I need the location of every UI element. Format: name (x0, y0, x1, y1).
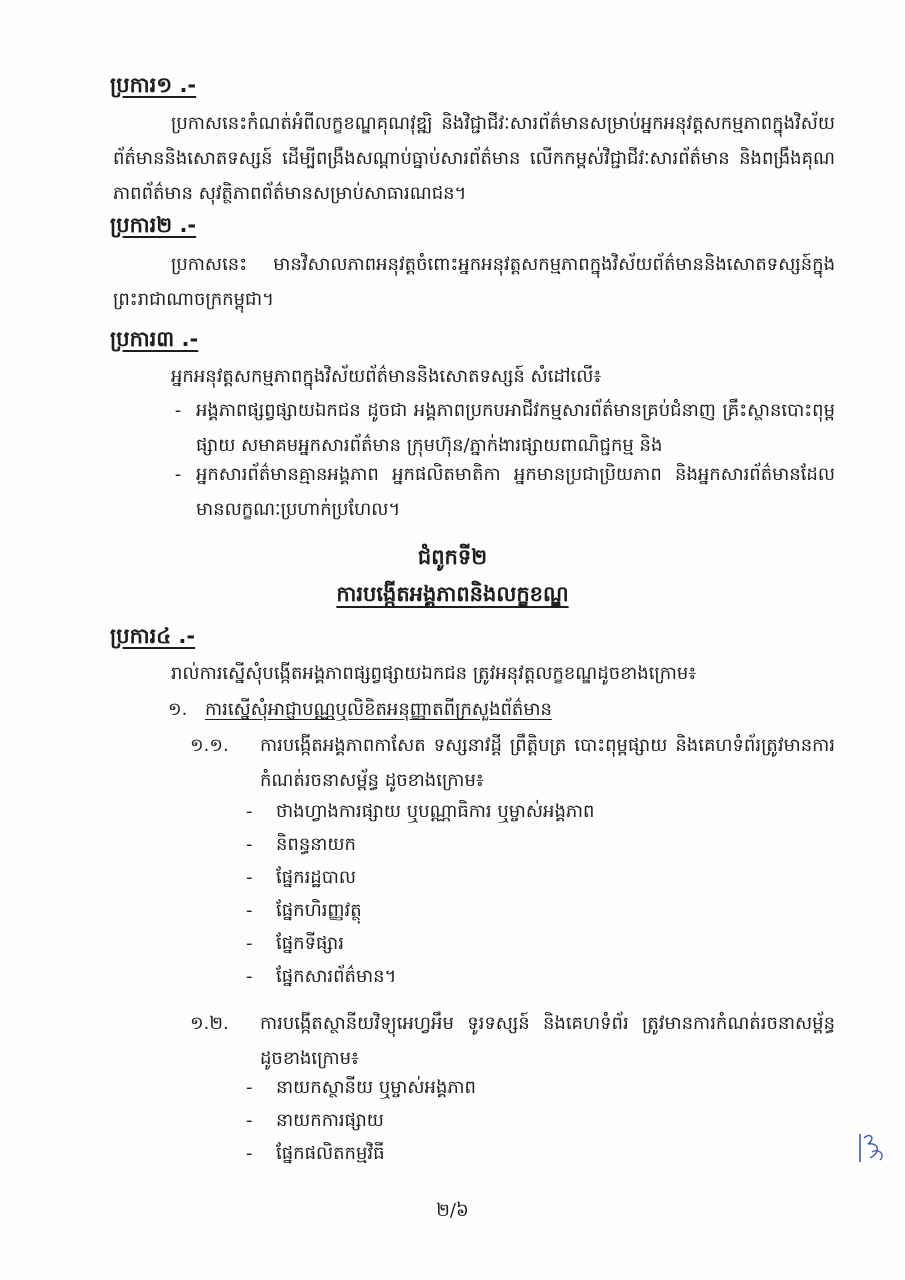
article-3-bullet-2 (174, 457, 835, 527)
section-1-number: ១. (168, 699, 188, 720)
list-item: - និពន្ធនាយក (246, 834, 356, 855)
subsection-1-2-text: ការបង្កើតស្ថានីយវិទ្យុអេហ្វអឹម ទូរទស្សន៍ និងគេហទំព័រ ត្រូវមានការកំណត់រចនាសម្ព័ន្ធ ដូចខាងក្រោម៖ (260, 1013, 835, 1069)
subsection-1-1-number: ១.១. (190, 735, 229, 756)
chapter-number: ជំពូកទី២ (417, 545, 488, 569)
list-item: - ថាងហ្វាងការផ្សាយ ឬបណ្ណាធិការ ឬម្ចាស់អង្គភាព (246, 801, 595, 822)
list-item: - ផ្នែកផលិតកម្មវិធី (246, 1143, 385, 1164)
article-1-text: ប្រកាសនេះកំណត់អំពីលក្ខខណ្ឌគុណវុឌ្ឍិ និងវិជ្ជាជីវៈសារព័ត៌មានសម្រាប់អ្នកអនុវត្តសកម្មភាពក្នុងវិស័យព័ត៌មាននិងសោតទស្សន៍ ដើម្បីពង្រឹងសណ្តាប់ធ្នាប់សារព័ត៌មាន លើកកម្ពស់វិជ្ជាជីវៈសារព័ត៌មាន និងពង្រឹងគុណភាពព័ត៌មាន សុវត្ថិភាពព័ត៌មានសម្រាប់សាធារណជន។ (113, 113, 835, 204)
bullet-text: អង្គភាពផ្សព្វផ្សាយឯកជន ដូចជា អង្គភាពប្រកបអាជីវកម្មសារព័ត៌មានគ្រប់ជំនាញ គ្រឹះស្ថានបោះពុម្ពផ្សាយ សមាគមអ្នកសារព័ត៌មាន ក្រុមហ៊ុន/ភ្នាក់ងារផ្សាយពាណិជ្ជកម្ម និង (196, 400, 835, 456)
article-2-text: ប្រកាសនេះ មានវិសាលភាពអនុវត្តចំពោះអ្នកអនុវត្តសកម្មភាពក្នុងវិស័យព័ត៌មាននិងសោតទស្សន៍ក្នុងព្រះរាជាណាចក្រកម្ពុជា។ (113, 254, 835, 310)
subsection-1-2 (190, 1006, 835, 1076)
bullet-dash: - (174, 464, 182, 485)
list-item: - ផ្នែកហិរញ្ញវត្ថុ (246, 900, 362, 921)
chapter-title (0, 578, 905, 610)
list-item: - ផ្នែកសារព័ត៌មាន។ (246, 966, 397, 987)
subsection-1-1 (190, 728, 835, 798)
article-4-heading: ប្រការ៤ .- (110, 624, 196, 648)
article-3-bullet-1 (174, 393, 835, 463)
list-item: - ផ្នែកទីផ្សារ (246, 933, 344, 954)
list-item: - នាយកស្ថានីយ ឬម្ចាស់អង្គភាព (246, 1077, 476, 1098)
subsection-1-2-number: ១.២. (190, 1013, 229, 1034)
list-item: - នាយកការផ្សាយ (246, 1110, 384, 1131)
section-1-title: ការស្នើសុំអាជ្ញាបណ្ណឬលិខិតអនុញ្ញាតពីក្រសួងព័ត៌មាន (205, 699, 552, 720)
subsection-1-1-text: ការបង្កើតអង្គភាពកាសែត ទស្សនាវដ្តី ព្រឹត្តិបត្រ បោះពុម្ពផ្សាយ និងគេហទំព័រត្រូវមានការកំណត់រចនាសម្ព័ន្ធ ដូចខាងក្រោម៖ (260, 735, 835, 791)
article-4-intro: រាល់ការស្នើសុំបង្កើតអង្គភាពផ្សព្វផ្សាយឯកជន ត្រូវអនុវត្តលក្ខខណ្ឌដូចខាងក្រោម៖ (171, 663, 697, 684)
article-2-heading: ប្រការ២ .- (110, 213, 197, 237)
bullet-dash: - (174, 400, 182, 421)
article-1-heading: ប្រការ១ .- (110, 73, 197, 97)
chapter-title-text: ការបង្កើតអង្គភាពនិងលក្ខខណ្ឌ (336, 582, 569, 606)
page-number: ២/៦ (436, 1200, 469, 1221)
bullet-text: អ្នកសារព័ត៌មានគ្មានអង្គភាព អ្នកផលិតមាតិកា អ្នកមានប្រជាប្រិយភាព និងអ្នកសារព័ត៌មានដែលមានលក្ខណៈប្រហាក់ប្រហែល។ (196, 464, 835, 520)
handwritten-initials (852, 1128, 892, 1168)
article-3-heading: ប្រការ៣ .- (110, 327, 199, 351)
list-item: - ផ្នែករដ្ឋបាល (246, 867, 356, 888)
article-3-intro: អ្នកអនុវត្តសកម្មភាពក្នុងវិស័យព័ត៌មាននិងសោតទស្សន៍ សំដៅលើ៖ (171, 366, 602, 387)
